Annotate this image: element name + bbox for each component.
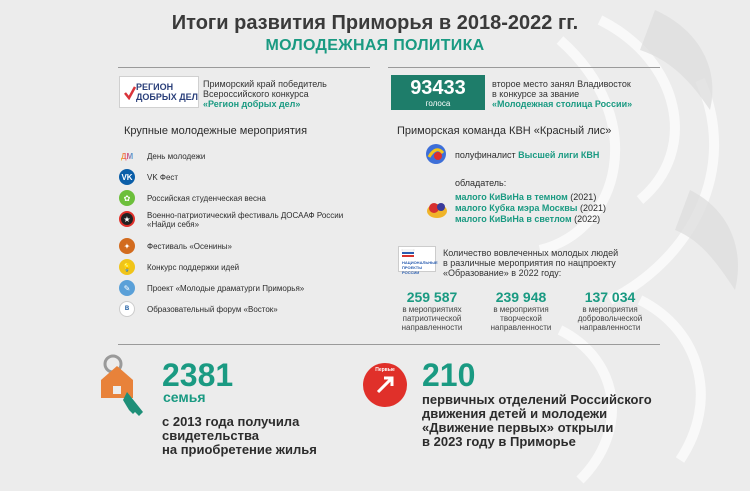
capital-line3: «Молодежная столица России» — [492, 99, 633, 109]
semifinal-prefix: полуфиналист — [455, 150, 519, 160]
list-item-line1: Военно-патриотический фестиваль ДОСААФ России — [147, 211, 344, 220]
count-value: 137 034 — [584, 289, 636, 305]
award-item — [455, 203, 606, 214]
divider-bottom — [118, 344, 660, 345]
winner-line2: Всероссийского конкурса — [203, 89, 309, 99]
page-title: Итоги развития Приморья в 2018-2022 гг. — [171, 12, 579, 34]
pervye-logo — [362, 362, 408, 408]
count-caption-line3: направленности — [401, 323, 463, 332]
count-caption-line2: добровольческой — [577, 314, 643, 323]
branches-text — [422, 393, 652, 449]
award-name: малого КиВиНа в темном — [455, 192, 568, 202]
capital-line1: второе место занял Владивосток — [492, 79, 631, 89]
student-spring-icon: ✿ — [119, 190, 135, 206]
count-value: 239 948 — [495, 289, 547, 305]
checkmark-icon — [124, 86, 136, 100]
semifinal-text — [455, 150, 599, 160]
list-item: VK Фест — [147, 173, 179, 182]
national-projects-logo — [398, 246, 438, 275]
page-subtitle: МОЛОДЕЖНАЯ ПОЛИТИКА — [265, 37, 485, 54]
award-name: малого КиВиНа в светлом — [455, 214, 572, 224]
count-caption-line3: направленности — [579, 323, 641, 332]
list-item: День молодежи — [147, 152, 206, 161]
award-year: (2022) — [571, 214, 601, 224]
project-line1: Количество вовлеченных молодых людей — [443, 248, 619, 258]
capital-text — [492, 79, 632, 109]
families-unit: семья — [163, 389, 206, 405]
house-key-icon — [93, 352, 155, 422]
list-item: Конкурс поддержки идей — [147, 263, 240, 272]
list-item: Российская студенческая весна — [147, 194, 266, 203]
count-caption-line1: в мероприятия — [493, 305, 549, 314]
votes-badge — [391, 75, 485, 110]
logo-text-line2: ДОБРЫХ ДЕЛ — [136, 92, 198, 102]
vk-fest-icon: VK — [119, 169, 135, 185]
list-item: Образовательный форум «Восток» — [147, 305, 278, 314]
divider-top-left — [118, 67, 370, 68]
count-value: 259 587 — [406, 289, 458, 305]
region-good-deeds-logo — [119, 76, 199, 108]
families-line2: свидетельства — [162, 428, 260, 443]
flag-stripes-icon — [399, 249, 437, 259]
branches-line4: в 2023 году в Приморье — [422, 434, 576, 449]
logo-text-line1: РЕГИОН — [136, 82, 174, 92]
events-heading: Крупные молодежные мероприятия — [124, 125, 308, 137]
project-text — [443, 248, 618, 278]
project-line3: «Образование» в 2022 году: — [443, 268, 562, 278]
kvn-league-logo-icon — [425, 143, 447, 165]
award-item — [455, 214, 606, 225]
playwrights-icon: ✎ — [119, 280, 135, 296]
award-year: (2021) — [577, 203, 606, 213]
semifinal-league: Высшей лиги КВН — [518, 150, 600, 160]
count-caption-line1: в мероприятиях — [402, 305, 462, 314]
awards-list — [455, 192, 606, 225]
kvn-heading: Приморская команда КВН «Красный лис» — [397, 125, 612, 137]
vostok-forum-icon: В — [119, 301, 135, 317]
winner-text — [203, 79, 327, 109]
count-caption-line2: творческой — [500, 314, 542, 323]
count-caption-line3: направленности — [490, 323, 552, 332]
winner-line3: «Регион добрых дел» — [203, 99, 301, 109]
votes-label: голоса — [425, 99, 451, 108]
branches-line1: первичных отделений Российского — [422, 392, 652, 407]
families-text — [162, 415, 317, 457]
divider-top-right — [388, 67, 660, 68]
list-item — [147, 211, 343, 229]
count-caption-line1: в мероприятия — [582, 305, 638, 314]
holder-label: обладатель: — [455, 178, 507, 188]
families-number: 2381 — [162, 357, 234, 393]
families-line1: с 2013 года получила — [162, 414, 300, 429]
award-year: (2021) — [567, 192, 597, 202]
national-projects-logo-text: НАЦИОНАЛЬНЫЕ ПРОЕКТЫ РОССИИ — [402, 260, 438, 275]
branches-number: 210 — [422, 357, 476, 393]
count-caption-line2: патриотической — [402, 314, 462, 323]
capital-line2: в конкурсе за звание — [492, 89, 580, 99]
list-item: Проект «Молодые драматурги Приморья» — [147, 284, 305, 293]
list-item-line2: «Найди себя» — [147, 220, 200, 229]
kivin-trophy-icon — [425, 198, 449, 220]
pervye-logo-text: Первые — [375, 367, 395, 373]
votes-number: 93433 — [410, 77, 466, 99]
project-line2: в различные мероприятия по нацпроекту — [443, 258, 616, 268]
list-item: Фестиваль «Осенины» — [147, 242, 232, 251]
award-name: малого Кубка мэра Москвы — [455, 203, 578, 213]
winner-line1: Приморский край победитель — [203, 79, 327, 89]
dosaaf-icon: ★ — [119, 211, 135, 227]
branches-line3: «Движение первых» открыли — [422, 420, 614, 435]
branches-line2: движения детей и молодежи — [422, 406, 608, 421]
families-line3: на приобретение жилья — [162, 442, 317, 457]
oseniny-icon: ✦ — [119, 238, 135, 254]
count-patriotic — [393, 289, 471, 332]
award-item — [455, 192, 606, 203]
count-creative — [482, 289, 560, 332]
youth-day-icon: ДМ — [120, 151, 134, 161]
ideas-contest-icon: 💡 — [119, 259, 135, 275]
count-volunteer — [571, 289, 649, 332]
